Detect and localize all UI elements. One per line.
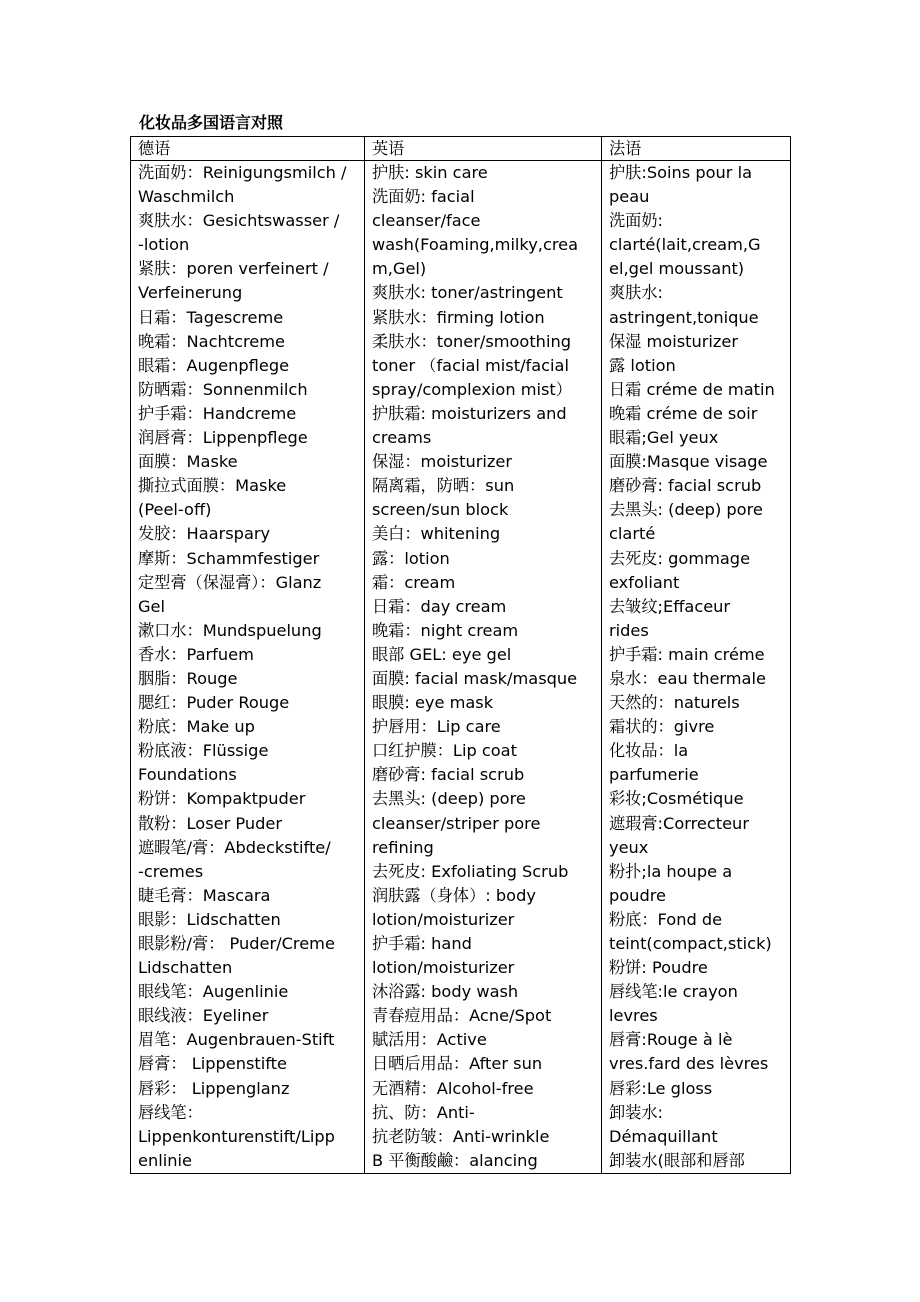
glossary-entry-line: 去黑头: (deep) pore: [372, 789, 526, 809]
glossary-entry-line: 爽肤水: toner/astringent: [372, 283, 563, 303]
glossary-entry-line: 眼部 GEL: eye gel: [372, 644, 512, 664]
glossary-entry-line: poudre: [609, 885, 666, 905]
glossary-entry-line: clarté: [609, 524, 656, 544]
glossary-entry-line: Foundations: [138, 765, 237, 785]
glossary-entry-line: refining: [372, 837, 434, 857]
glossary-entry-line: 粉底：Make up: [138, 717, 255, 737]
glossary-entry-line: 定型膏（保湿膏）：Glanz: [138, 572, 322, 592]
glossary-entry-line: 洗面奶:: [609, 211, 664, 231]
glossary-entry-line: Gel: [138, 596, 166, 616]
glossary-entry-line: el,gel moussant): [609, 259, 745, 279]
glossary-entry-line: 唇线笔：: [138, 1102, 203, 1122]
glossary-entry-line: toner （facial mist/facial: [372, 355, 569, 375]
glossary-entry-line: Lidschatten: [138, 958, 233, 978]
glossary-entry-line: 散粉：Loser Puder: [138, 813, 283, 833]
glossary-entry-line: Lippenkonturenstift/Lipp: [138, 1126, 335, 1146]
glossary-entry-line: 面膜: facial mask/masque: [372, 668, 578, 688]
glossary-entry-line: 遮瑕膏:Correcteur: [609, 813, 749, 833]
glossary-entry-line: screen/sun block: [372, 500, 509, 520]
glossary-entry-line: 美白：whitening: [372, 524, 501, 544]
glossary-entry-line: exfoliant: [609, 572, 680, 592]
cosmetics-glossary-table: [130, 136, 791, 1174]
glossary-entry-line: clarté(lait,cream,G: [609, 235, 761, 255]
glossary-entry-line: 护唇用：Lip care: [372, 717, 501, 737]
glossary-entry-line: spray/complexion mist）: [372, 379, 572, 399]
glossary-entry-line: 眼影：Lidschatten: [138, 909, 281, 929]
glossary-entry-line: m,Gel): [372, 259, 427, 279]
glossary-entry-line: 日霜：day cream: [372, 596, 507, 616]
glossary-entry-line: 眼霜;Gel yeux: [609, 428, 719, 448]
header-german: 德语: [131, 137, 365, 161]
glossary-entry-line: 抗、防：Anti-: [372, 1102, 475, 1122]
glossary-entry-line: cleanser/face: [372, 211, 481, 231]
glossary-entry-line: 遮暇笔/膏：Abdeckstifte/: [138, 837, 331, 857]
glossary-entry-line: 去死皮: gommage: [609, 548, 751, 568]
glossary-entry-line: astringent,tonique: [609, 307, 759, 327]
glossary-entry-line: 保湿 moisturizer: [609, 331, 738, 351]
glossary-entry-line: 露 lotion: [609, 355, 676, 375]
glossary-entry-line: 卸装水(眼部和唇部: [609, 1150, 745, 1170]
glossary-entry-line: 护肤:Soins pour la: [609, 163, 752, 182]
glossary-entry-line: 眼影粉/膏： Puder/Creme: [138, 934, 335, 953]
glossary-entry-line: 唇线笔:le crayon: [609, 982, 738, 1002]
glossary-entry-line: 撕拉式面膜：Maske: [138, 476, 287, 496]
glossary-entry-line: 发胶：Haarspary: [138, 524, 271, 544]
glossary-entry-line: 露：lotion: [372, 548, 450, 568]
glossary-entry-line: 摩斯：Schammfestiger: [138, 548, 320, 568]
glossary-entry-line: wash(Foaming,milky,crea: [372, 235, 579, 255]
english-column: [365, 161, 602, 1174]
glossary-entry-line: 眉笔：Augenbrauen-Stift: [138, 1030, 335, 1050]
table-body-row: [131, 161, 791, 1174]
glossary-entry-line: creams: [372, 428, 432, 448]
glossary-entry-line: 賦活用：Active: [372, 1030, 487, 1050]
glossary-entry-line: 彩妆;Cosmétique: [609, 789, 744, 809]
glossary-entry-line: -cremes: [138, 861, 204, 881]
glossary-entry-line: B 平衡酸鹼：alancing: [372, 1150, 538, 1170]
glossary-entry-line: 面膜:Masque visage: [609, 452, 768, 472]
glossary-entry-line: rides: [609, 620, 649, 640]
glossary-entry-line: 护手霜: main créme: [609, 644, 765, 664]
glossary-entry-line: 面膜：Maske: [138, 452, 238, 472]
glossary-entry-line: teint(compact,stick): [609, 934, 772, 953]
glossary-entry-line: (Peel-off): [138, 500, 212, 520]
glossary-entry-line: 唇膏:Rouge à lè: [609, 1030, 733, 1050]
glossary-entry-line: 日霜 créme de matin: [609, 379, 775, 399]
glossary-entry-line: 晚霜 créme de soir: [609, 403, 758, 423]
glossary-entry-line: 去黑头: (deep) pore: [609, 500, 763, 520]
glossary-entry-line: 漱口水：Mundspuelung: [138, 620, 322, 640]
glossary-entry-line: 卸装水:: [609, 1102, 664, 1122]
glossary-entry-line: 化妆品：la: [609, 741, 689, 761]
glossary-entry-line: 护手霜: hand: [372, 934, 472, 953]
glossary-entry-line: 护肤: skin care: [372, 163, 488, 182]
glossary-entry-line: 粉底液：Flüssige: [138, 741, 269, 761]
glossary-entry-line: -lotion: [138, 235, 190, 255]
glossary-entry-line: 无酒精：Alcohol-free: [372, 1078, 534, 1098]
glossary-entry-line: 胭脂：Rouge: [138, 668, 238, 688]
glossary-entry-line: 润唇膏：Lippenpflege: [138, 428, 308, 448]
glossary-entry-line: 保湿：moisturizer: [372, 452, 513, 472]
glossary-entry-line: 口红护膜：Lip coat: [372, 741, 517, 761]
glossary-entry-line: 粉饼: Poudre: [609, 958, 708, 978]
glossary-entry-line: 粉底：Fond de: [609, 909, 723, 929]
glossary-entry-line: 磨砂膏: facial scrub: [372, 765, 525, 785]
glossary-entry-line: 去皱纹;Effaceur: [609, 596, 731, 616]
table-header-row: [131, 137, 791, 161]
glossary-entry-line: 眼线笔：Augenlinie: [138, 982, 289, 1002]
glossary-entry-line: peau: [609, 187, 650, 207]
french-column: [602, 161, 791, 1174]
glossary-entry-line: levres: [609, 1006, 658, 1026]
glossary-entry-line: 隔离霜，防晒：sun: [372, 476, 515, 496]
glossary-entry-line: 紧肤：poren verfeinert /: [138, 259, 329, 279]
glossary-entry-line: 泉水：eau thermale: [609, 668, 766, 688]
glossary-entry-line: 洗面奶：Reinigungsmilch /: [138, 163, 347, 182]
glossary-entry-line: 眼线液：Eyeliner: [138, 1006, 269, 1026]
glossary-entry-line: lotion/moisturizer: [372, 958, 515, 978]
glossary-entry-line: 晚霜：night cream: [372, 620, 519, 640]
glossary-entry-line: 沐浴露: body wash: [372, 982, 519, 1002]
glossary-entry-line: 眼膜: eye mask: [372, 693, 494, 713]
glossary-entry-line: 爽肤水:: [609, 283, 664, 303]
glossary-entry-line: 爽肤水：Gesichtswasser /: [138, 211, 340, 231]
glossary-entry-line: lotion/moisturizer: [372, 909, 515, 929]
glossary-entry-line: 粉扑;la houpe a: [609, 861, 733, 881]
german-column: [131, 161, 365, 1174]
glossary-entry-line: 天然的：naturels: [609, 693, 740, 713]
glossary-entry-line: 日霜：Tagescreme: [138, 307, 284, 327]
glossary-entry-line: 润肤露（身体）: body: [372, 885, 536, 905]
glossary-entry-line: 唇膏： Lippenstifte: [138, 1054, 287, 1074]
glossary-entry-line: 抗老防皱：Anti-wrinkle: [372, 1126, 550, 1146]
glossary-entry-line: 腮红：Puder Rouge: [138, 693, 290, 713]
glossary-entry-line: 唇彩:Le gloss: [609, 1078, 713, 1098]
glossary-entry-line: enlinie: [138, 1150, 192, 1170]
glossary-entry-line: 紧肤水：firming lotion: [372, 307, 545, 327]
document-title: 化妆品多国语言对照: [139, 113, 284, 132]
glossary-entry-line: 霜：cream: [372, 572, 456, 592]
glossary-entry-line: 护肤霜: moisturizers and: [372, 403, 567, 423]
glossary-entry-line: 粉饼：Kompaktpuder: [138, 789, 306, 809]
glossary-entry-line: parfumerie: [609, 765, 699, 785]
glossary-entry-line: 眼霜：Augenpflege: [138, 355, 290, 375]
glossary-entry-line: 唇彩： Lippenglanz: [138, 1078, 290, 1098]
glossary-entry-line: 洗面奶: facial: [372, 187, 475, 207]
header-french: 法语: [602, 137, 791, 161]
glossary-entry-line: Waschmilch: [138, 187, 235, 207]
glossary-entry-line: Verfeinerung: [138, 283, 243, 303]
glossary-entry-line: cleanser/striper pore: [372, 813, 541, 833]
glossary-entry-line: 香水：Parfuem: [138, 644, 254, 664]
glossary-entry-line: 晚霜：Nachtcreme: [138, 331, 285, 351]
glossary-entry-line: 睫毛膏：Mascara: [138, 885, 271, 905]
glossary-entry-line: 磨砂膏: facial scrub: [609, 476, 762, 496]
glossary-entry-line: 柔肤水：toner/smoothing: [372, 331, 571, 351]
glossary-entry-line: 去死皮: Exfoliating Scrub: [372, 861, 569, 881]
glossary-entry-line: 防晒霜：Sonnenmilch: [138, 379, 308, 399]
glossary-entry-line: 日晒后用品：After sun: [372, 1054, 543, 1074]
glossary-entry-line: 护手霜：Handcreme: [138, 403, 297, 423]
header-english: 英语: [365, 137, 602, 161]
glossary-entry-line: Démaquillant: [609, 1126, 718, 1146]
glossary-entry-line: yeux: [609, 837, 649, 857]
glossary-entry-line: vres.fard des lèvres: [609, 1054, 769, 1074]
glossary-entry-line: 霜状的：givre: [609, 717, 715, 737]
glossary-entry-line: 青春痘用品：Acne/Spot: [372, 1006, 552, 1026]
